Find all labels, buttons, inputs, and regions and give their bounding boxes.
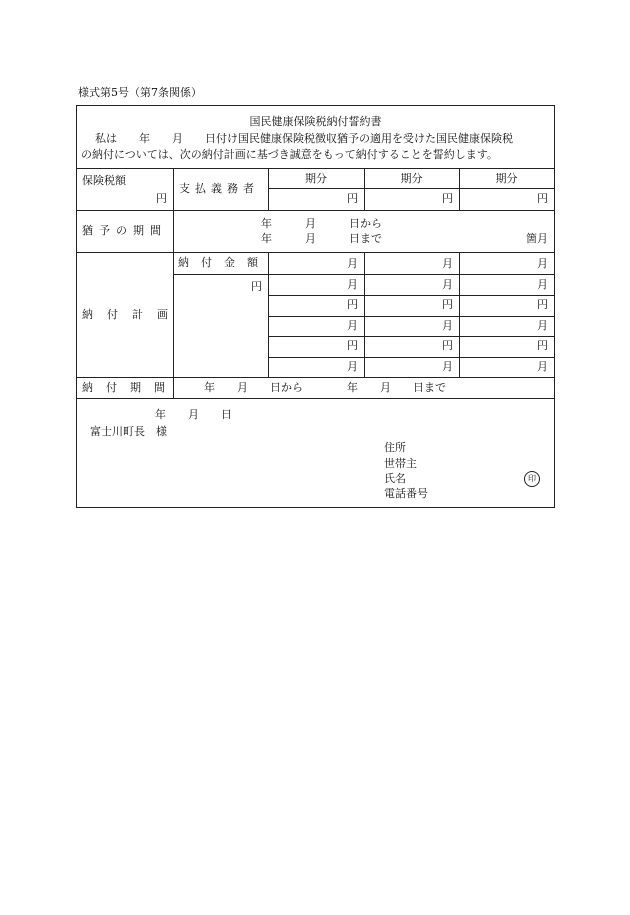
grace-period-label: 猶予の期間 xyxy=(82,224,167,237)
plan-cell: 月 xyxy=(442,319,453,332)
plan-cell: 月 xyxy=(537,319,548,332)
plan-cell: 月 xyxy=(347,257,358,270)
period-yen-2: 円 xyxy=(442,192,453,205)
pledge-form xyxy=(76,105,555,508)
payment-amount-yen: 円 xyxy=(251,280,262,293)
form-title: 国民健康保険税納付誓約書 xyxy=(249,115,382,128)
plan-cell: 月 xyxy=(537,257,548,270)
rule xyxy=(268,357,554,358)
rule xyxy=(459,252,460,377)
plan-cell: 円 xyxy=(537,298,548,311)
seal-mark: 印 xyxy=(524,471,540,487)
rule xyxy=(77,377,554,378)
period-yen-3: 円 xyxy=(537,192,548,205)
plan-cell: 円 xyxy=(537,339,548,352)
form-number: 様式第5号（第7条関係） xyxy=(78,86,202,99)
payment-term-label: 納付期間 xyxy=(82,381,178,394)
phone-label: 電話番号 xyxy=(384,487,428,500)
tax-amount-label: 保険税額 xyxy=(82,174,126,187)
rule xyxy=(268,336,554,337)
household-head-label: 世帯主 xyxy=(384,457,417,470)
plan-cell: 円 xyxy=(347,339,358,352)
period-yen-1: 円 xyxy=(347,192,358,205)
signing-date: 年 月 日 xyxy=(155,408,232,421)
payment-plan-label: 納付計画 xyxy=(82,308,182,321)
plan-cell: 円 xyxy=(442,339,453,352)
payer-label: 支払義務者 xyxy=(179,182,259,195)
plan-cell: 月 xyxy=(537,278,548,291)
rule xyxy=(268,188,554,189)
rule xyxy=(173,252,174,398)
rule xyxy=(268,316,554,317)
plan-cell: 月 xyxy=(442,360,453,373)
name-label: 氏名 xyxy=(384,472,406,485)
payment-term-text: 年 月 日から 年 月 日まで xyxy=(204,381,446,394)
rule xyxy=(173,168,174,210)
tax-amount-yen: 円 xyxy=(156,192,167,205)
period-header-3: 期分 xyxy=(495,172,518,185)
grace-months: 箇月 xyxy=(526,232,548,245)
plan-cell: 月 xyxy=(347,278,358,291)
rule xyxy=(364,252,365,377)
payment-amount-label: 納付金額 xyxy=(178,256,270,269)
plan-cell: 月 xyxy=(442,278,453,291)
period-header-2: 期分 xyxy=(400,172,423,185)
address-label: 住所 xyxy=(384,441,406,454)
rule xyxy=(77,252,554,253)
plan-cell: 円 xyxy=(347,298,358,311)
intro-line-1: 私は 年 月 日付け国民健康保険税徴収猶予の適用を受けた国民健康保険税 xyxy=(95,132,513,145)
plan-cell: 円 xyxy=(442,298,453,311)
rule xyxy=(173,210,174,252)
rule xyxy=(77,210,554,211)
intro-line-2: の納付については、次の納付計画に基づき誠意をもって納付することを誓約します。 xyxy=(81,148,498,161)
plan-cell: 月 xyxy=(347,360,358,373)
plan-cell: 月 xyxy=(442,257,453,270)
period-header-1: 期分 xyxy=(305,172,327,185)
rule xyxy=(268,295,554,296)
rule xyxy=(77,168,554,169)
grace-from: 年 月 日から xyxy=(261,217,382,230)
rule xyxy=(268,252,269,377)
plan-cell: 月 xyxy=(347,319,358,332)
rule xyxy=(77,398,554,399)
addressee: 富士川町長 様 xyxy=(90,425,167,438)
grace-to: 年 月 日まで xyxy=(261,232,382,245)
plan-cell: 月 xyxy=(537,360,548,373)
